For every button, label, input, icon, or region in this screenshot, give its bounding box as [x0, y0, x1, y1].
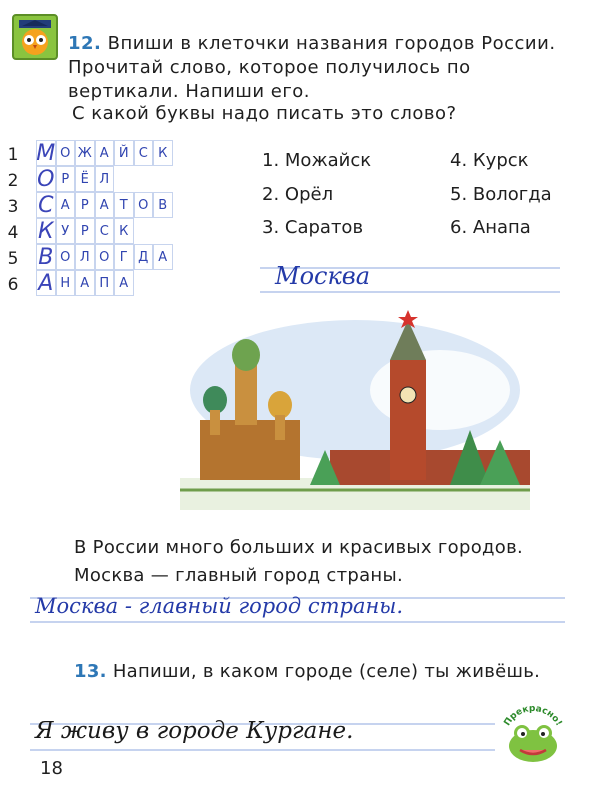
grid-cell: О [56, 244, 76, 270]
grid-cell: А [95, 140, 115, 166]
list-item: 5. Вологда [450, 184, 552, 205]
list-item: 2. Орёл [262, 184, 334, 205]
grid-cell: А [95, 192, 115, 218]
grid-cell: Г [114, 244, 134, 270]
grid-cell: Л [75, 244, 95, 270]
row-number: 1 [7, 145, 19, 165]
answer-word: Москва [275, 262, 371, 290]
grid-cell: Д [134, 244, 154, 270]
grid-cell: В [153, 192, 173, 218]
row-number: 5 [7, 249, 19, 269]
row-number: 6 [7, 275, 19, 295]
grid-cell: У [56, 218, 76, 244]
vertical-word-cell: К [37, 218, 54, 244]
grid-cell: Н [56, 270, 76, 296]
vertical-word-cell: В [36, 244, 56, 270]
list-item: 3. Саратов [262, 217, 364, 238]
handwriting-answer: Я живу в городе Кургане. [35, 718, 354, 744]
vertical-word-cell: С [36, 192, 56, 218]
grid-cell: Ж [75, 140, 95, 166]
row-number: 4 [7, 223, 19, 243]
moscow-kremlin-illustration [180, 300, 530, 510]
vertical-word-cell: А [36, 270, 56, 296]
stamp-text: Прекрасно! [502, 706, 564, 728]
list-item: 1. Можайск [262, 150, 372, 171]
grid-cell: Ё [75, 166, 95, 192]
grid-cell: С [134, 140, 154, 166]
grid-cell: А [114, 270, 134, 296]
grid-cell: А [75, 270, 95, 296]
task-12-question: С какой буквы надо писать это слово? [72, 103, 457, 124]
grid-cell: К [153, 140, 173, 166]
grid-cell: С [95, 218, 115, 244]
moscow-paragraph: В России много больших и красивых городов. Москва — главный город страны. [74, 537, 524, 586]
grid-cell: К [114, 218, 134, 244]
grid-cell: Р [75, 192, 95, 218]
grid-cell: Т [114, 192, 134, 218]
frog-stamp-icon [500, 706, 566, 770]
grid-cell: А [56, 192, 76, 218]
row-number: 3 [7, 197, 19, 217]
task-13-text [74, 658, 574, 686]
task-12-text [68, 32, 568, 104]
vertical-word-cell: О [37, 166, 55, 192]
list-item: 4. Курск [450, 150, 529, 171]
vertical-word-cell: М [36, 140, 56, 166]
handwriting-sentence: Москва - главный город страны. [35, 594, 404, 618]
grid-cell: О [134, 192, 154, 218]
task-13-number: 13. [74, 661, 107, 682]
grid-cell: О [56, 140, 76, 166]
row-number: 2 [7, 171, 19, 191]
grid-cell: Р [75, 218, 95, 244]
grid-cell: Й [114, 140, 134, 166]
page-number: 18 [40, 758, 63, 779]
grid-cell: А [153, 244, 173, 270]
list-item: 6. Анапа [450, 217, 531, 238]
svg-text:Прекрасно! [503, 706, 564, 728]
task-12-number: 12. [68, 33, 102, 54]
task-13-instructions: Напиши, в каком городе (селе) ты живёшь. [112, 661, 541, 682]
grid-cell: Р [56, 166, 76, 192]
grid-cell: Л [95, 166, 115, 192]
grid-cell: О [95, 244, 115, 270]
grid-cell: П [95, 270, 115, 296]
task-12-instructions: Впиши в клеточки названия городов России. Прочитай слово, которое получилось по вертикали. Напиши его. [68, 33, 556, 102]
owl-icon [12, 14, 58, 60]
